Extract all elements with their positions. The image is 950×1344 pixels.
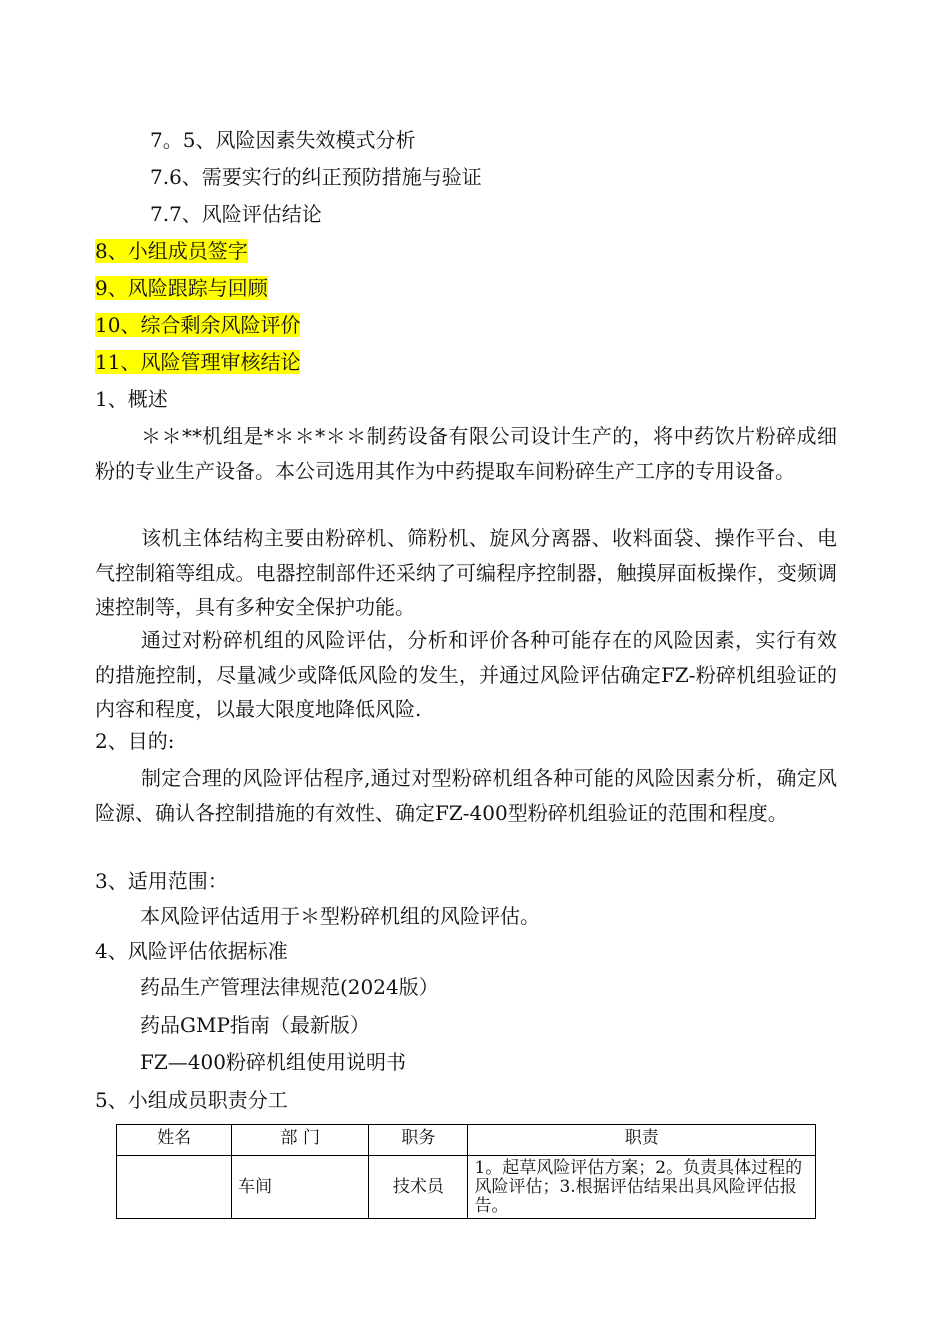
section-heading-team: 5、小组成员职责分工 (95, 1088, 288, 1112)
column-header-duty: 职责 (468, 1125, 816, 1156)
section-heading-scope: 3、适用范围： (95, 869, 228, 893)
highlighted-text: 11、风险管理审核结论 (95, 350, 301, 374)
column-header-dept: 部 门 (232, 1125, 369, 1156)
toc-item-7-7: 7.7、风险评估结论 (150, 202, 322, 226)
cell-duty: 1。起草风险评估方案；2。负责具体过程的风险评估；3.根据评估结果出具风险评估报告。 (468, 1156, 816, 1219)
overview-paragraph-2: 该机主体结构主要由粉碎机、筛粉机、旋风分离器、收料面袋、操作平台、电气控制箱等组成。电器控制部件还采纳了可编程序控制器，触摸屏面板操作，变频调速控制等，具有多种安全保护功能。 (95, 526, 837, 619)
toc-item-7-6: 7.6、需要实行的纠正预防措施与验证 (150, 165, 482, 189)
overview-paragraph-1: ＊＊**机组是*＊＊*＊＊制药设备有限公司设计生产的，将中药饮片粉碎成细粉的专业生产设备。本公司选用其作为中药提取车间粉碎生产工序的专用设备。 (95, 424, 837, 483)
basis-item-3: FZ—400粉碎机组使用说明书 (140, 1050, 406, 1074)
toc-item-8 (95, 238, 248, 264)
toc-item-11 (95, 349, 300, 375)
column-header-position: 职务 (369, 1125, 468, 1156)
team-duty-table (116, 1124, 816, 1219)
table-row (117, 1156, 816, 1219)
section-heading-basis: 4、风险评估依据标准 (95, 939, 288, 963)
purpose-paragraph: 制定合理的风险评估程序,通过对型粉碎机组各种可能的风险因素分析，确定风险源、确认各控制措施的有效性、确定FZ-400型粉碎机组验证的范围和程度。 (95, 766, 837, 825)
cell-dept: 车间 (232, 1156, 369, 1219)
highlighted-text: 8、小组成员签字 (95, 239, 248, 263)
column-header-name: 姓名 (117, 1125, 232, 1156)
toc-item-9 (95, 275, 268, 301)
scope-text: 本风险评估适用于＊型粉碎机组的风险评估。 (140, 904, 540, 928)
basis-item-1: 药品生产管理法律规范(2024版） (140, 975, 439, 999)
basis-item-2: 药品GMP指南（最新版） (140, 1013, 370, 1037)
toc-item-10 (95, 312, 300, 338)
highlighted-text: 10、综合剩余风险评价 (95, 313, 301, 337)
cell-position: 技术员 (369, 1156, 468, 1219)
highlighted-text: 9、风险跟踪与回顾 (95, 276, 268, 300)
cell-name (117, 1156, 232, 1219)
toc-item-7-5: 7。5、风险因素失效模式分析 (150, 128, 416, 152)
table-header-row (117, 1125, 816, 1156)
section-heading-overview: 1、概述 (95, 387, 168, 411)
overview-paragraph-3: 通过对粉碎机组的风险评估，分析和评价各种可能存在的风险因素，实行有效的措施控制，尽量减少或降低风险的发生，并通过风险评估确定FZ-粉碎机组验证的内容和程度，以最大限度地降低风险. (95, 628, 837, 721)
section-heading-purpose: 2、目的: (95, 729, 175, 753)
